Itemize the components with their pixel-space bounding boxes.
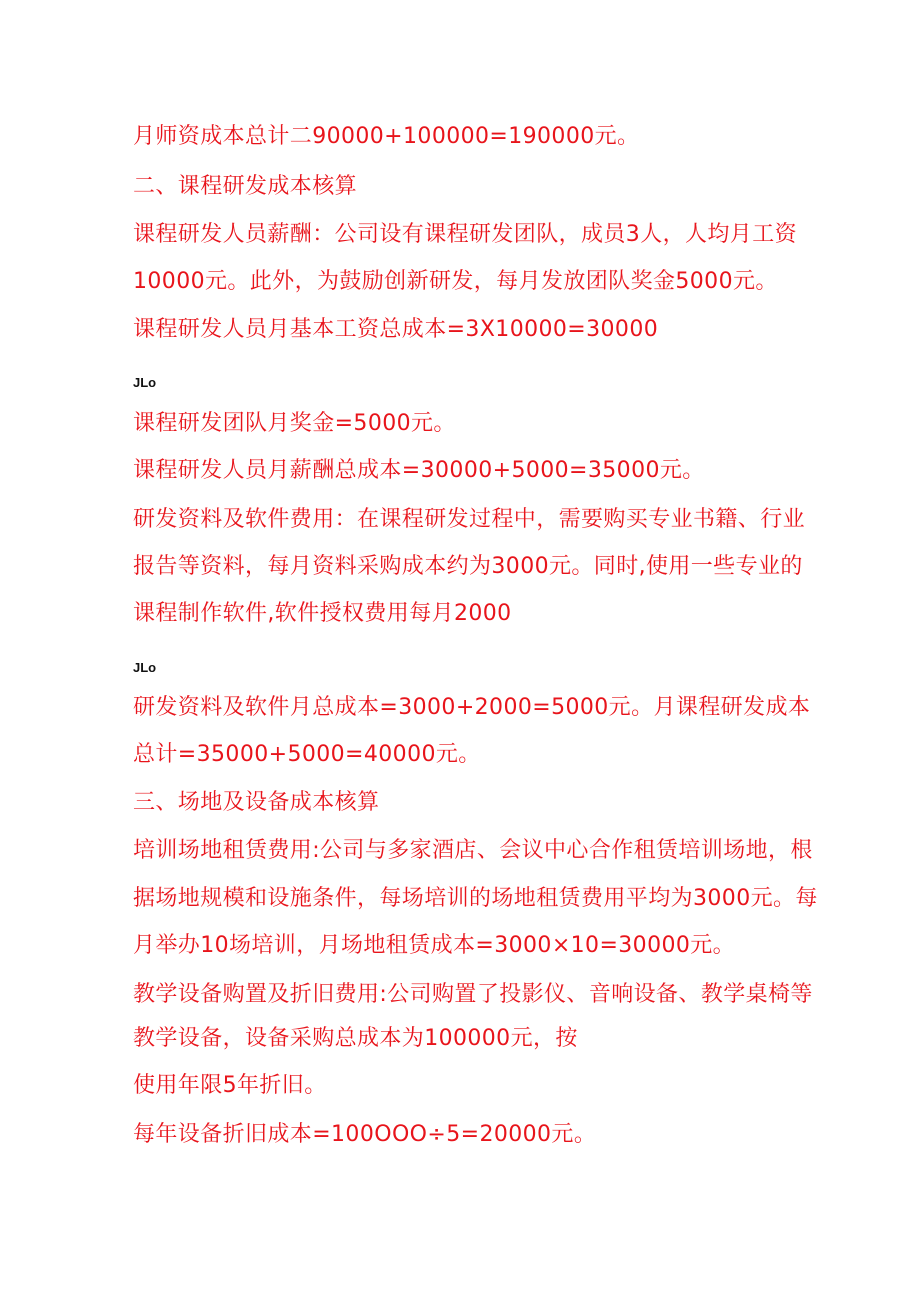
text-line: 据场地规模和设施条件，每场培训的场地租赁费用平均为3000元。每 (133, 886, 818, 911)
text-line: 研发资料及软件月总成本=3000+2000=5000元。月课程研发成本 (133, 695, 811, 720)
text-line: 培训场地租赁费用:公司与多家酒店、会议中心合作租赁培训场地，根 (133, 838, 813, 863)
text-line: 课程制作软件,软件授权费用每月2000 (133, 601, 512, 626)
text-line: 课程研发人员月基本工资总成本=3X10000=30000 (133, 317, 659, 342)
text-line: 课程研发人员月薪酬总成本=30000+5000=35000元。 (133, 458, 705, 483)
text-line-teacher-cost-total: 月师资成本总计二90000+100000=190000元。 (133, 124, 640, 149)
text-line: 总计=35000+5000=40000元。 (133, 742, 481, 767)
text-line: 课程研发人员薪酬：公司设有课程研发团队，成员3人，人均月工资 (133, 222, 797, 247)
text-line: 每年设备折旧成本=100OOO÷5=20000元。 (133, 1122, 597, 1147)
text-line: 报告等资料，每月资料采购成本约为3000元。同时,使用一些专业的 (133, 554, 803, 579)
text-line: 教学设备，设备采购总成本为100000元，按 (133, 1026, 578, 1051)
text-line: 课程研发团队月奖金=5000元。 (133, 411, 456, 436)
section-heading-course-development: 二、课程研发成本核算 (133, 174, 358, 199)
text-line: 10000元。此外，为鼓励创新研发，每月发放团队奖金5000元。 (133, 269, 778, 294)
ocr-artifact-text: JLo (133, 375, 157, 390)
section-heading-venue-equipment: 三、场地及设备成本核算 (133, 790, 380, 815)
text-line: 研发资料及软件费用：在课程研发过程中，需要购买专业书籍、行业 (133, 507, 806, 532)
text-line: 教学设备购置及折旧费用:公司购置了投影仪、音响设备、教学桌椅等 (133, 982, 813, 1007)
text-line: 月举办10场培训，月场地租赁成本=3000×10=30000元。 (133, 933, 736, 958)
text-line: 使用年限5年折旧。 (133, 1073, 327, 1098)
ocr-artifact-text: JLo (133, 660, 157, 675)
